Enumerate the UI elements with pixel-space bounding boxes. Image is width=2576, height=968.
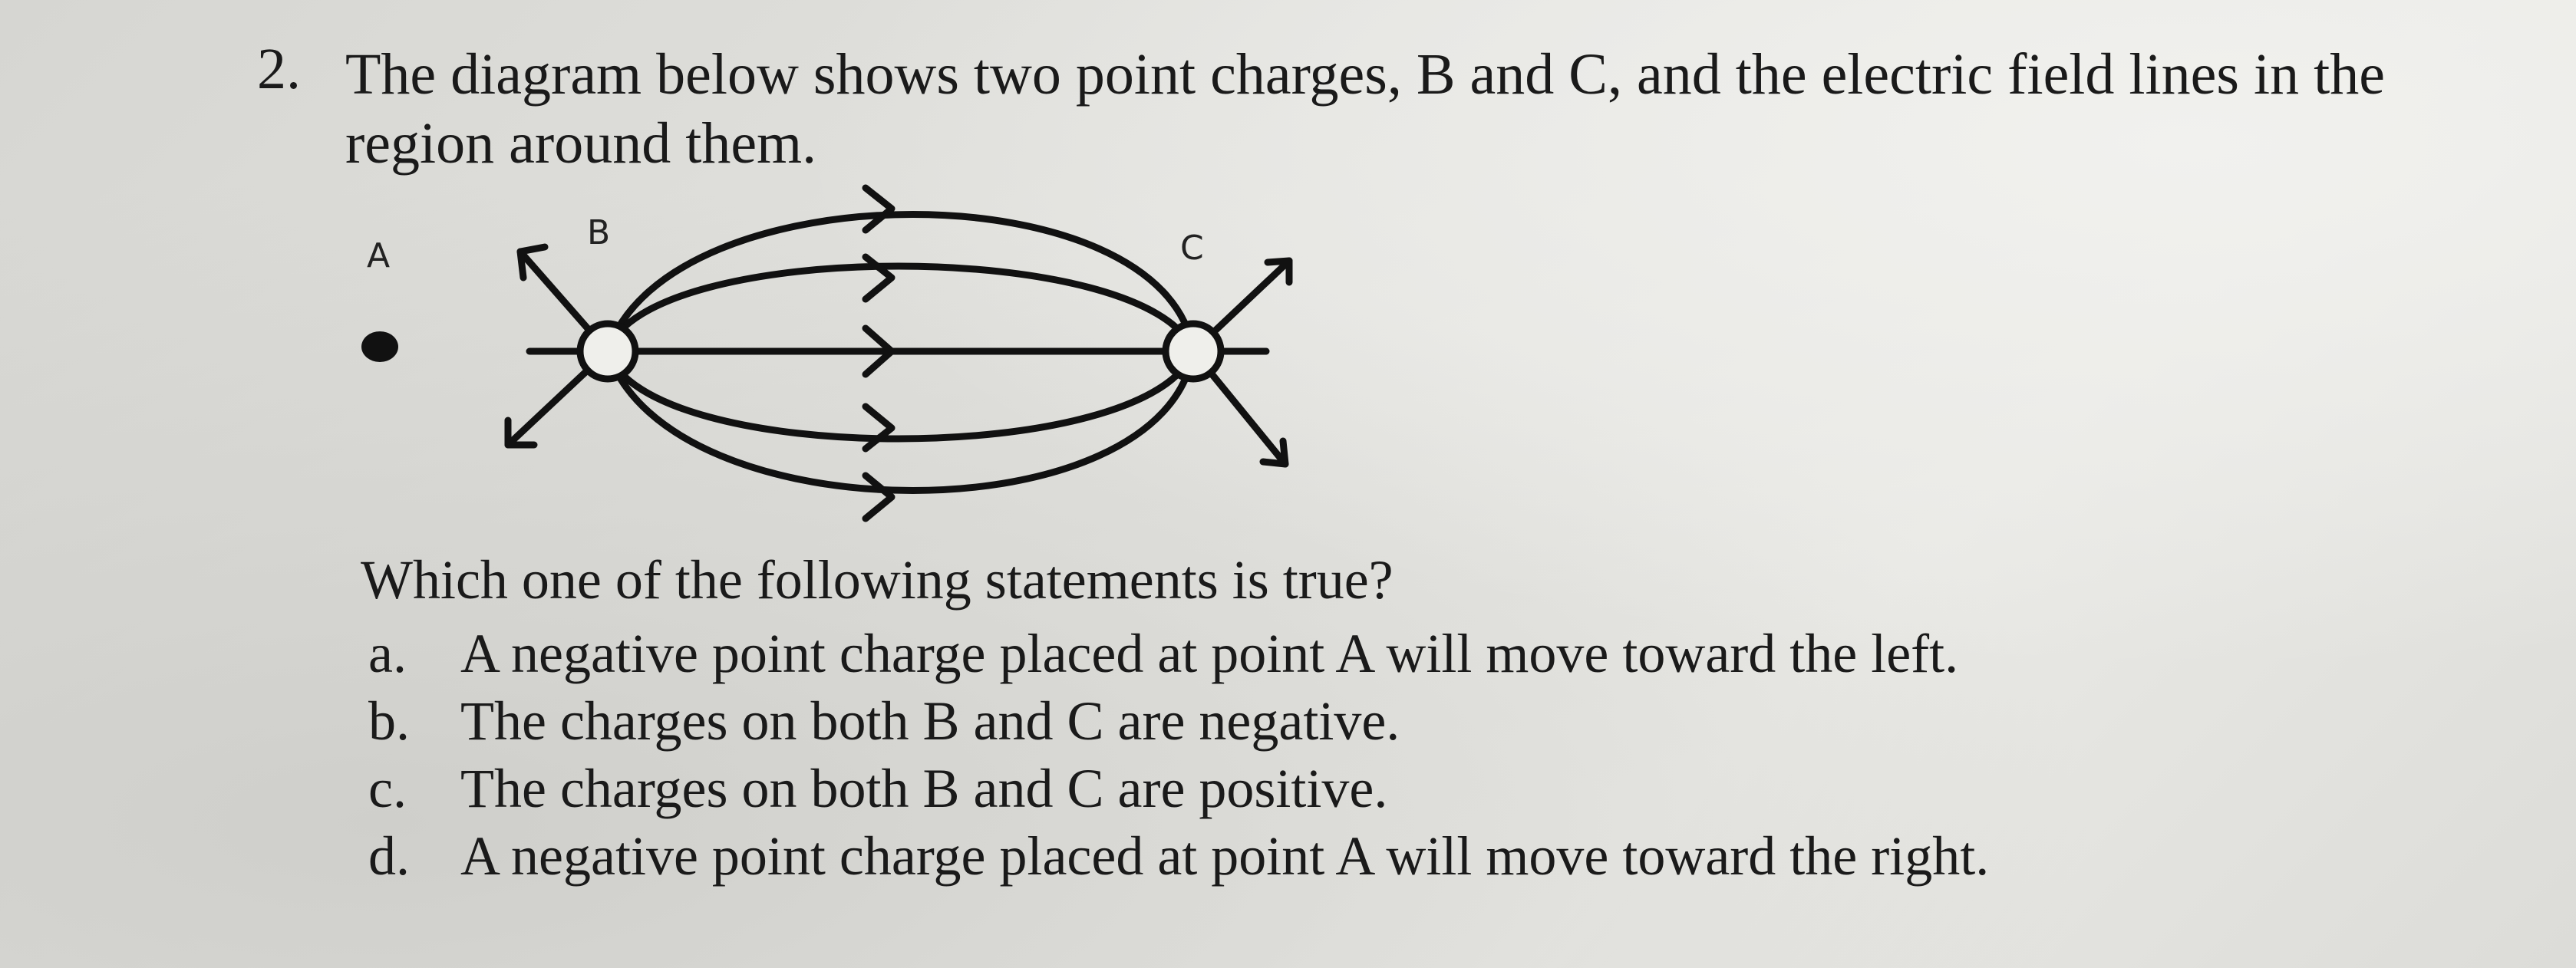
option-d — [368, 822, 1989, 890]
option-text: A negative point charge placed at point A will move toward the left. — [460, 623, 1959, 684]
question-prompt: Which one of the following statements is true? — [361, 549, 1394, 611]
label-c: C — [1180, 229, 1204, 268]
arrowhead-inner-bottom — [866, 407, 892, 449]
field-line-outer-bottom — [608, 351, 1193, 491]
label-b: B — [587, 213, 611, 252]
charge-c — [1166, 324, 1221, 379]
arrowhead-outer-bottom — [866, 476, 892, 519]
option-letter: c. — [368, 758, 407, 819]
electric-field-diagram — [338, 176, 1366, 537]
label-a: A — [367, 236, 391, 275]
option-c — [368, 755, 1989, 822]
arrowhead-outer-top — [866, 188, 892, 230]
field-line-outer-top — [608, 215, 1193, 352]
option-text: The charges on both B and C are positive. — [460, 758, 1388, 819]
question-stem: The diagram below shows two point charges, B and C, and the electric field lines in the region around them. — [345, 42, 2385, 176]
charge-b — [580, 324, 635, 379]
option-letter: a. — [368, 623, 407, 684]
option-letter: b. — [368, 690, 410, 752]
question-number: 2. — [257, 37, 301, 101]
option-b — [368, 687, 1989, 755]
option-text: A negative point charge placed at point A will move toward the right. — [460, 825, 1990, 887]
option-a — [368, 620, 1989, 687]
field-line-inner-bottom — [608, 351, 1193, 439]
option-text: The charges on both B and C are negative. — [460, 690, 1400, 752]
answer-options — [368, 620, 1989, 890]
field-line-inner-top — [608, 266, 1193, 351]
option-letter: d. — [368, 825, 410, 887]
point-a — [361, 331, 398, 362]
